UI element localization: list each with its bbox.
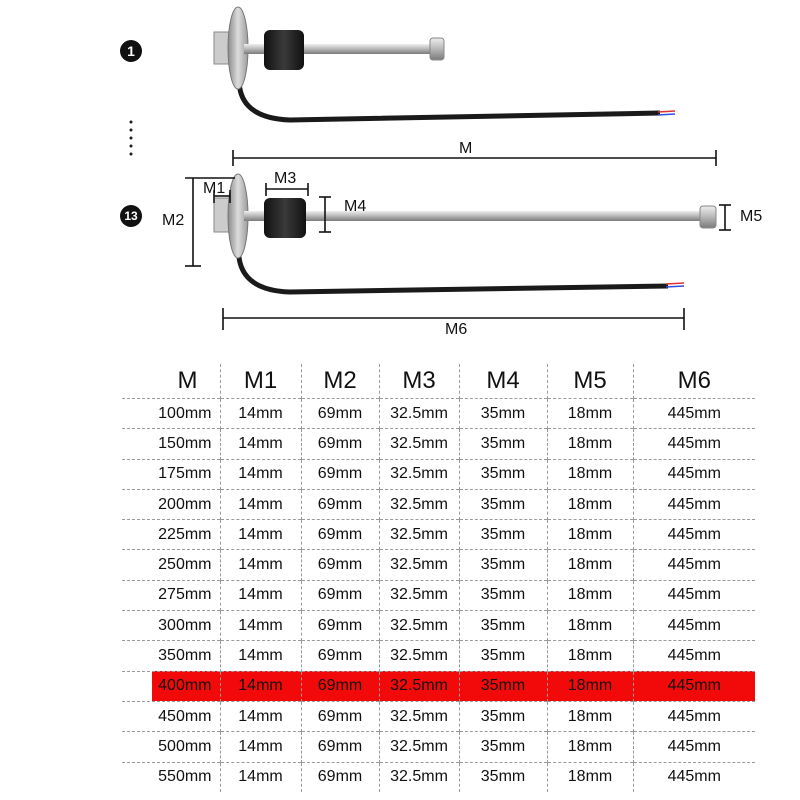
variant-badge-13: 13: [120, 205, 142, 227]
table-cell: 35mm: [459, 732, 547, 762]
table-cell: 32.5mm: [379, 459, 459, 489]
table-cell: 18mm: [547, 701, 633, 731]
table-cell: 350mm: [122, 641, 220, 671]
table-cell: 445mm: [633, 489, 755, 519]
table-cell: 14mm: [220, 399, 301, 429]
dim-label-m6: M6: [445, 321, 468, 338]
table-cell: 275mm: [122, 580, 220, 610]
table-cell: 32.5mm: [379, 399, 459, 429]
table-cell: 18mm: [547, 489, 633, 519]
table-row: [122, 459, 755, 489]
table-cell: 69mm: [301, 489, 379, 519]
table-cell: 14mm: [220, 732, 301, 762]
table-cell: 150mm: [122, 429, 220, 459]
table-cell: 550mm: [122, 762, 220, 792]
table-cell: 69mm: [301, 550, 379, 580]
table-cell: 69mm: [301, 732, 379, 762]
sensor-drawings: [0, 0, 800, 350]
table-cell: 445mm: [633, 459, 755, 489]
dim-label-m1: M1: [203, 180, 226, 197]
table-cell: 69mm: [301, 399, 379, 429]
table-row: [122, 701, 755, 731]
table-row: [122, 399, 755, 429]
table-cell: 14mm: [220, 550, 301, 580]
table-cell: 35mm: [459, 520, 547, 550]
variant-badge-1: 1: [120, 40, 142, 62]
table-cell: 32.5mm: [379, 580, 459, 610]
table-cell: 32.5mm: [379, 520, 459, 550]
sensor-long: [214, 174, 716, 292]
table-cell: 69mm: [301, 671, 379, 701]
table-cell: 18mm: [547, 399, 633, 429]
table-cell: 200mm: [122, 489, 220, 519]
header-m5: M5: [547, 364, 633, 399]
table-cell: 32.5mm: [379, 762, 459, 792]
table-header-row: [122, 364, 755, 399]
table-cell: 35mm: [459, 459, 547, 489]
table-cell: 69mm: [301, 580, 379, 610]
table-cell: 250mm: [122, 550, 220, 580]
table-cell: 400mm: [122, 671, 220, 701]
table-cell: 14mm: [220, 580, 301, 610]
table-cell: 18mm: [547, 732, 633, 762]
table-cell: 18mm: [547, 580, 633, 610]
table-cell: 500mm: [122, 732, 220, 762]
header-m3: M3: [379, 364, 459, 399]
table-cell: 32.5mm: [379, 550, 459, 580]
dim-label-m3: M3: [274, 170, 297, 187]
table-cell: 35mm: [459, 762, 547, 792]
size-table: [122, 364, 755, 792]
table-cell: 35mm: [459, 641, 547, 671]
table-cell: 175mm: [122, 459, 220, 489]
dim-label-m2: M2: [162, 212, 185, 229]
table-cell: 69mm: [301, 429, 379, 459]
table-cell: 18mm: [547, 671, 633, 701]
table-cell: 450mm: [122, 701, 220, 731]
table-cell: 14mm: [220, 520, 301, 550]
table-cell: 14mm: [220, 701, 301, 731]
table-cell: 225mm: [122, 520, 220, 550]
header-m: M: [177, 367, 198, 394]
table-cell: 18mm: [547, 429, 633, 459]
table-cell: 445mm: [633, 701, 755, 731]
table-cell: 69mm: [301, 701, 379, 731]
table-cell: 32.5mm: [379, 701, 459, 731]
table-cell: 14mm: [220, 671, 301, 701]
table-cell: 32.5mm: [379, 671, 459, 701]
table-cell: 14mm: [220, 459, 301, 489]
dim-label-m5: M5: [740, 208, 763, 225]
table-cell: 14mm: [220, 762, 301, 792]
table-cell: 69mm: [301, 520, 379, 550]
product-diagram: [0, 0, 800, 350]
table-cell: 35mm: [459, 550, 547, 580]
table-cell: 445mm: [633, 399, 755, 429]
header-m4: M4: [459, 364, 547, 399]
table-cell: 445mm: [633, 611, 755, 641]
table-row: [122, 732, 755, 762]
table-body: [122, 399, 755, 792]
header-m1: M1: [220, 364, 301, 399]
table-cell: 445mm: [633, 520, 755, 550]
dim-label-m: M: [459, 140, 473, 157]
table-cell: 445mm: [633, 641, 755, 671]
table-cell: 18mm: [547, 520, 633, 550]
table-cell: 32.5mm: [379, 429, 459, 459]
table-row: [122, 580, 755, 610]
table-row: [122, 641, 755, 671]
table-row: [122, 429, 755, 459]
table-row: [122, 520, 755, 550]
table-cell: 14mm: [220, 641, 301, 671]
table-row: [122, 671, 755, 701]
table-row: [122, 611, 755, 641]
table-row: [122, 550, 755, 580]
table-cell: 35mm: [459, 399, 547, 429]
table-cell: 35mm: [459, 429, 547, 459]
sensor-short: [214, 7, 675, 120]
table-cell: 300mm: [122, 611, 220, 641]
table-cell: 18mm: [547, 550, 633, 580]
header-m6: M6: [633, 364, 755, 399]
table-row: [122, 762, 755, 792]
table-cell: 445mm: [633, 550, 755, 580]
table-cell: 35mm: [459, 489, 547, 519]
table-cell: 69mm: [301, 762, 379, 792]
table-cell: 32.5mm: [379, 489, 459, 519]
table-cell: 445mm: [633, 580, 755, 610]
table-cell: 69mm: [301, 611, 379, 641]
dim-label-m4: M4: [344, 198, 367, 215]
table-cell: 445mm: [633, 671, 755, 701]
table-cell: 445mm: [633, 429, 755, 459]
table-row: [122, 489, 755, 519]
table-cell: 445mm: [633, 762, 755, 792]
table-cell: 18mm: [547, 762, 633, 792]
table-cell: 18mm: [547, 611, 633, 641]
table-cell: 32.5mm: [379, 611, 459, 641]
table-cell: 35mm: [459, 671, 547, 701]
table-cell: 32.5mm: [379, 732, 459, 762]
table-cell: 14mm: [220, 611, 301, 641]
header-m2: M2: [301, 364, 379, 399]
table-cell: 69mm: [301, 459, 379, 489]
table-cell: 18mm: [547, 459, 633, 489]
dimension-lines: [185, 150, 731, 330]
table-cell: 14mm: [220, 429, 301, 459]
table-cell: 445mm: [633, 732, 755, 762]
table-cell: 14mm: [220, 489, 301, 519]
table-cell: 35mm: [459, 701, 547, 731]
table-cell: 35mm: [459, 580, 547, 610]
table-cell: 18mm: [547, 641, 633, 671]
table-cell: 35mm: [459, 611, 547, 641]
table-cell: 100mm: [122, 399, 220, 429]
table-cell: 32.5mm: [379, 641, 459, 671]
table-cell: 69mm: [301, 641, 379, 671]
